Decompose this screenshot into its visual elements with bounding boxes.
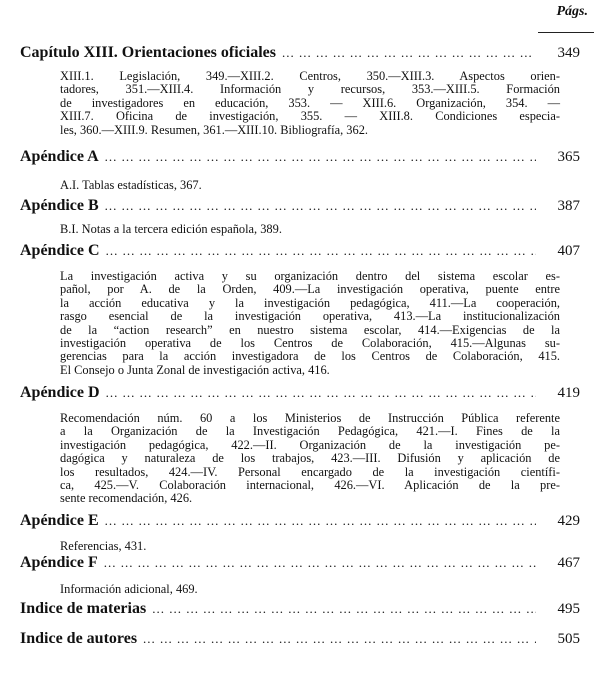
toc-subentries: [60, 412, 560, 506]
leader-dots: [106, 243, 536, 259]
subentry-line: de la “action research” en nuestro sistema escolar, 414.—Exigencias de la: [60, 322, 560, 337]
leader-dots: [152, 601, 536, 617]
subentry-line: les, 360.—XIII.9. Resumen, 361.—XIII.10. Bibliografía, 362.: [60, 122, 368, 137]
leader-dots: [105, 198, 536, 214]
subentry-line: B.I. Notas a la tercera edición española, 389.: [60, 222, 282, 236]
toc-heading: [20, 384, 580, 402]
toc-subentries: [60, 70, 560, 137]
heading-page: 505: [557, 631, 580, 647]
heading-page: 387: [557, 198, 580, 214]
subentry-line: pañol, por A. de la Orden, 409.—La investigación operativa, puente entre: [60, 282, 560, 297]
subentry-line: XIII.1. Legislación, 349.—XIII.2. Centros, 350.—XIII.3. Aspectos orien-: [60, 69, 560, 83]
leader-dots: [106, 385, 536, 401]
heading-page: 349: [557, 45, 580, 61]
leader-dots: [143, 631, 536, 647]
subentry-line: dagógica y naturaleza de los trabajos, 423.—III. Difusión y aplicación de: [60, 451, 560, 466]
subentry-line: Información adicional, 469.: [60, 582, 198, 596]
subentry-line: Recomendación núm. 60 a los Ministerios de Instrucción Pública referente: [60, 411, 560, 425]
leader-dots: [282, 45, 536, 61]
heading-page: 429: [557, 513, 580, 529]
subentry-line: ca, 425.—V. Colaboración internacional, 426.—VI. Aplicación de la pre-: [60, 478, 560, 493]
subentry-line: La investigación activa y su organización dentro del sistema escolar es-: [60, 269, 560, 283]
subentry-line: tadores, 351.—XIII.4. Información y recursos, 353.—XIII.5. Formación: [60, 82, 560, 97]
heading-page: 419: [557, 385, 580, 401]
heading-title: Apéndice E: [20, 512, 99, 529]
toc-subentries: [60, 539, 146, 554]
toc-subentries: [60, 222, 282, 237]
subentry-line: a la Organización de la Investigación Pedagógica, 421.—I. Fines de la: [60, 424, 560, 439]
toc-subentries: [60, 178, 202, 193]
heading-page: 467: [557, 555, 580, 571]
heading-title: Capítulo XIII. Orientaciones oficiales: [20, 44, 276, 61]
subentry-line: de investigadores en educación, 353. — XIII.6. Organización, 354. —: [60, 95, 560, 110]
subentry-line: sente recomendación, 426.: [60, 491, 193, 506]
toc-heading: [20, 197, 580, 215]
toc-heading: [20, 242, 580, 260]
leader-dots: [104, 555, 536, 571]
heading-title: Apéndice C: [20, 242, 100, 259]
subentry-line: investigación operativa de los Centros de Colaboración, 415.—Algunas su-: [60, 336, 560, 351]
toc-heading: [20, 554, 580, 572]
heading-title: Apéndice A: [20, 148, 99, 165]
toc-heading: [20, 512, 580, 530]
toc-heading: [20, 44, 580, 62]
toc-heading: [20, 630, 580, 648]
subentry-line: los resultados, 424.—IV. Personal encargado de la investigación científi-: [60, 464, 560, 479]
heading-title: Apéndice D: [20, 384, 100, 401]
subentry-line: El Consejo o Junta Zonal de investigación activa, 416.: [60, 362, 330, 377]
subentry-line: A.I. Tablas estadísticas, 367.: [60, 178, 202, 192]
subentry-line: rasgo esencial de la investigación operativa, 413.—La institucionalización: [60, 309, 560, 324]
subentry-line: Referencias, 431.: [60, 539, 147, 553]
pages-column-label: Págs.: [556, 4, 588, 19]
subentry-line: la acción educativa y la investigación pedagógica, 411.—La cooperación,: [60, 295, 560, 310]
heading-title: Apéndice F: [20, 554, 98, 571]
subentry-line: XIII.7. Oficina de investigación, 355. — XIII.8. Condiciones especia-: [60, 109, 560, 124]
subentry-line: gerencias para la acción investigadora de los Centros de Colaboración, 415.: [60, 349, 560, 364]
leader-dots: [105, 149, 536, 165]
heading-title: Apéndice B: [20, 197, 99, 214]
header-rule: [538, 32, 594, 33]
leader-dots: [105, 513, 536, 529]
subentry-line: investigación pedagógica, 422.—II. Organización de la investigación pe-: [60, 437, 560, 452]
heading-title: Indice de materias: [20, 600, 147, 617]
toc-heading: [20, 148, 580, 166]
toc-subentries: [60, 270, 560, 377]
toc-heading: [20, 600, 580, 618]
heading-title: Indice de autores: [20, 630, 138, 647]
heading-page: 407: [557, 243, 580, 259]
heading-page: 495: [557, 601, 580, 617]
toc-subentries: [60, 582, 198, 597]
heading-page: 365: [557, 149, 580, 165]
